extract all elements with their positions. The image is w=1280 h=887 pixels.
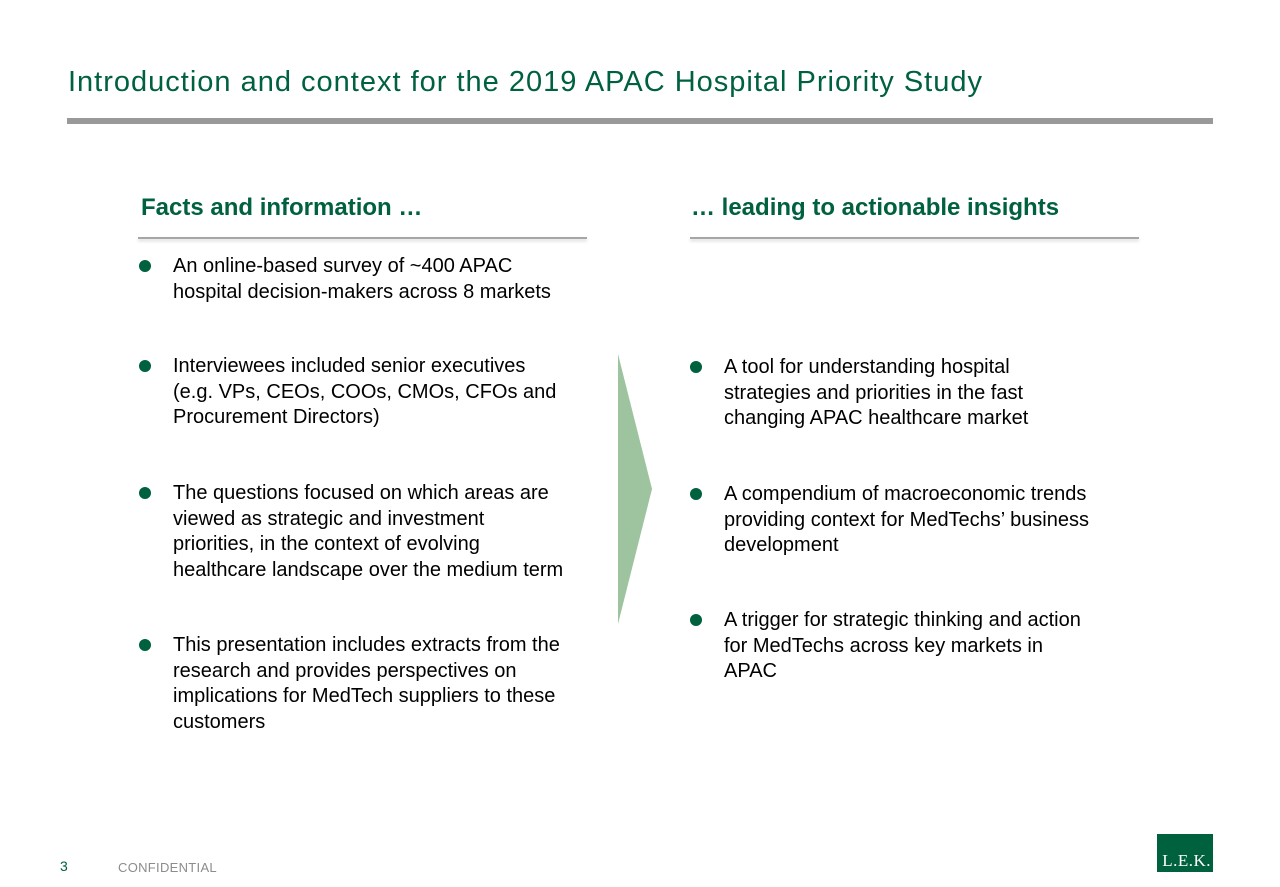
left-column-heading: Facts and information …	[141, 194, 423, 221]
title-divider	[67, 118, 1213, 124]
right-bullet-1-text: A tool for understanding hospital strategies and priorities in the fast changing APAC healthcare market	[724, 356, 1029, 429]
company-logo	[1157, 834, 1213, 872]
left-bullet-2-text: Interviewees included senior executives (e.g. VPs, CEOs, COOs, CMOs, CFOs and Procurement Directors)	[173, 355, 557, 428]
left-column-divider	[138, 237, 587, 239]
right-bullet-1	[690, 355, 1028, 432]
bullet-dot-icon	[690, 361, 702, 373]
right-column-divider	[690, 237, 1139, 239]
left-bullet-2	[139, 354, 556, 431]
bullet-dot-icon	[139, 260, 151, 272]
right-bullet-3	[690, 608, 1081, 685]
confidential-label: CONFIDENTIAL	[118, 860, 217, 875]
chevron-right-arrow-icon	[618, 354, 652, 624]
bullet-dot-icon	[690, 614, 702, 626]
right-column-heading: … leading to actionable insights	[691, 194, 1060, 221]
left-bullet-4-text: This presentation includes extracts from the research and provides perspectives on implications for MedTech suppliers to these customers	[173, 634, 560, 733]
left-bullet-3-text: The questions focused on which areas are viewed as strategic and investment priorities, in the context of evolving healthcare landscape over the medium term	[173, 482, 564, 581]
right-bullet-2-text: A compendium of macroeconomic trends providing context for MedTechs’ business development	[724, 483, 1089, 556]
bullet-dot-icon	[139, 639, 151, 651]
page-number: 3	[60, 858, 68, 874]
left-bullet-3	[139, 481, 563, 583]
bullet-dot-icon	[139, 487, 151, 499]
right-bullet-3-text: A trigger for strategic thinking and action for MedTechs across key markets in APAC	[724, 609, 1081, 682]
logo-text: L.E.K.	[1162, 851, 1211, 870]
right-bullet-2	[690, 482, 1089, 559]
bullet-dot-icon	[690, 488, 702, 500]
left-bullet-1-text: An online-based survey of ~400 APAC hospital decision-makers across 8 markets	[173, 255, 551, 303]
bullet-dot-icon	[139, 360, 151, 372]
slide-title: Introduction and context for the 2019 APAC Hospital Priority Study	[68, 66, 983, 98]
left-bullet-1	[139, 254, 551, 305]
left-bullet-4	[139, 633, 560, 735]
